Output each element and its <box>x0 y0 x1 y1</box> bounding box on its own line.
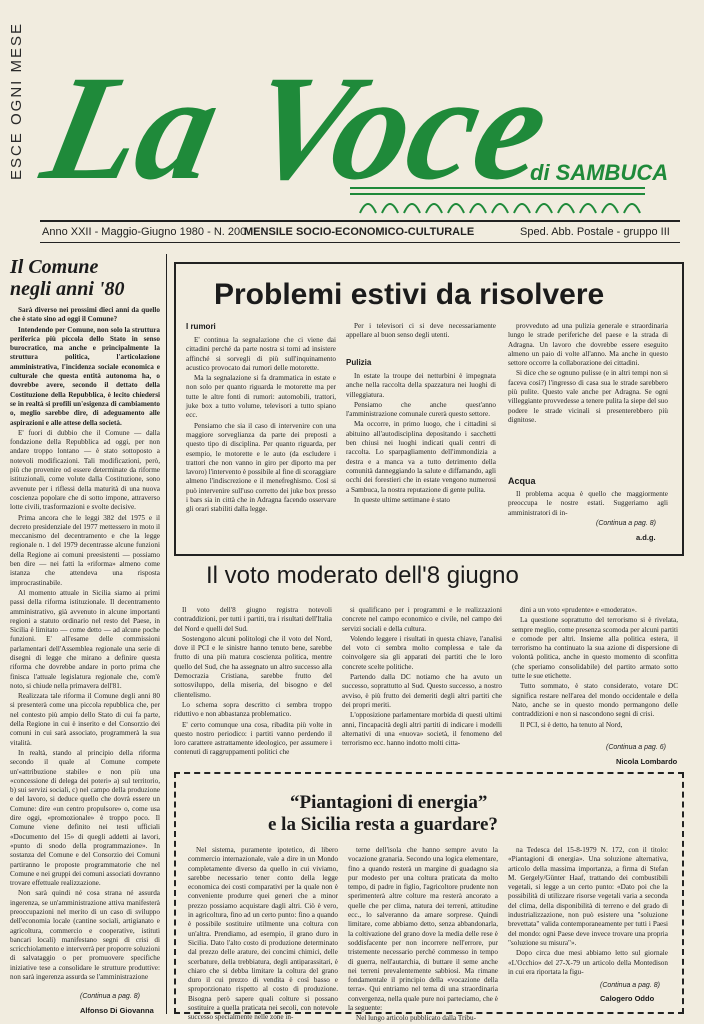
left-title-line1: Il Comune <box>10 256 99 278</box>
paragraph: La questione soprattutto del terrorismo si è rivelata, sempre meglio, come presenza scomoda per alcuni partiti e comode per altri. Insieme alla politica estera, il terrorismo ha continuato la sua azione di dispersione di volontà politica, anche in questo momento di sconfitta (che speriamo consolidabile) del partito armato sotto tutte le sue etichette. <box>512 616 678 681</box>
paragraph: si qualificano per i programmi e le realizzazioni concrete nel campo economico e civile, nel campo dei servizi sociali e della cultura. <box>342 606 502 633</box>
left-article-body <box>10 306 160 991</box>
masthead-logo <box>31 28 669 218</box>
paragraph: dini a un voto «prudente» e «moderato». <box>520 606 637 614</box>
box2-continue-note: (Continua a pag. 8) <box>600 982 660 989</box>
paragraph: Ma occorre, in primo luogo, che i cittadini si abituino all'autodisciplina depositando i sacchetti ben chiusi nei luoghi indicati quali centri di raccolta. Lo sparpagliamento dell'immondizia a destra e a manca va a tutto detrimento della comunità danneggiando la salute e diffamando, agli occhi dei forestieri che in estate vengono numerosi a Sambuca, la nostra reputazione di gente pulita. <box>346 420 496 494</box>
paragraph: E' certo comunque una cosa, ribadita più volte in questo nostro periodico: i partiti vanno perdendo il loro carattere astrattamente ideologico, per assumere i contenuti di raggruppamenti politici che <box>174 720 332 757</box>
middle-col1 <box>174 606 332 756</box>
paragraph: Il problema acqua è quello che maggiormente preoccupa le nostre estati. Suggeriamo agli amministratori di in- <box>508 490 668 517</box>
middle-author: Nicola Lombardo <box>616 757 678 766</box>
paragraph: provveduto ad una pulizia generale e straordinaria lungo le strade periferiche del paese e la strada di Adragna. Un lavoro che dovrebbe essere eseguito almeno un paio di volte all'anno. Ma anche in questo settore occorre la collaborazione dei cittadini. <box>508 322 668 368</box>
paragraph: Lo schema sopra descritto ci sembra troppo riduttivo e non abbastanza problematico. <box>174 700 332 719</box>
box1-col2b <box>346 372 496 546</box>
masthead-rule-bottom <box>40 242 680 243</box>
middle-col2 <box>342 606 502 756</box>
paragraph: E' continua la segnalazione che ci viene dai cittadini perché da parte nostra si torni ad insistere affinché si sorvegli di più sull'inquinamento acustico provocato dai rumori delle motorette. <box>186 336 336 372</box>
paragraph: In estate la troupe dei netturbini è impegnata anche nella raccolta della spazzatura nei luoghi di villeggiatura. <box>346 372 496 399</box>
box1-col1 <box>186 336 336 546</box>
box1-continue-note: (Continua a pag. 8) <box>596 520 656 527</box>
paragraph: Il PCI, si è detto, ha tenuto al Nord, <box>520 720 623 729</box>
masthead-rule <box>40 220 680 222</box>
box1-col2 <box>346 322 496 348</box>
box1-title: Problemi estivi da risolvere <box>214 278 605 311</box>
paragraph: na Tedesca del 15-8-1979 N. 172, con il titolo: «Piantagioni di energia». Una soluzione alternativa, articolo della massima importanza, a firma di Stefan M. Gergely/Günter Haaf, trattando dei combustibili vegetali, si legge a un certo punto: «Dato poi che la possibilità di utilizzare risorse vegetali varia a seconda del clima, della disponibilità di terreno e del grado di industrializzazione, non può esistere una "soluzione brevettata" valida contemporaneamente per tutti i Paesi del mondo: ogni Paese deve invece trovare una propria "soluzione su misura"». <box>508 846 668 947</box>
paragraph: Volendo leggere i risultati in questa chiave, l'analisi del voto ci sembra molto complessa e tale da coinvolgere sia gli apparati dei partiti che le loro concrete scelte politiche. <box>342 634 502 671</box>
left-continue-note: (Continua a pag. 8) <box>80 993 140 1000</box>
box2-author: Calogero Oddo <box>600 994 655 1003</box>
paragraph: Si dice che se ognuno pulisse (e in altri tempi non si faceva così?) l'ingresso di casa sua le strade sarebbero più pulite. Questo vale anche per Adragna. Se ogni villeggiante provvedesse a tenere pulita la siepe del suo podere le strade vicinali si presenterebbero più dignitose. <box>508 369 668 424</box>
left-article-title <box>10 256 160 300</box>
middle-article-title: Il voto moderato dell'8 giugno <box>206 562 519 589</box>
box1-section-acqua: Acqua <box>508 476 536 486</box>
paragraph: Per i televisori ci si deve necessariamente appellare al buon senso degli utenti. <box>346 322 496 340</box>
postal-line: Sped. Abb. Postale - gruppo III <box>520 226 670 238</box>
paragraph: Ma la segnalazione si fa drammatica in estate e non solo per quanto riguarda le motorette ma per tutte le altre fonti di rumori: automobili, trattori, juke box a tutto volume, televisori a tutto spiano ecc. <box>186 374 336 420</box>
tagline: MENSILE SOCIO-ECONOMICO-CULTURALE <box>244 226 475 238</box>
box2-title-line1: “Piantagioni di energia” <box>290 792 488 813</box>
paragraph: Sarà diverso nei prossimi dieci anni da quello che è stato sino ad oggi il Comune? <box>10 306 160 324</box>
box1-col3 <box>508 322 668 442</box>
box1-section-pulizia: Pulizia <box>346 358 372 367</box>
paragraph: Tutto sommato, è stato considerato, votare DC significa restare nell'area del mondo occidentale e della Nato, anche se in questo mondo permangono delle contraddizioni e non si nascondono segni di crisi. <box>512 682 678 719</box>
masthead-subtitle: di SAMBUCA <box>530 160 669 185</box>
paragraph: Intendendo per Comune, non solo la struttura periferica più piccola dello Stato in senso burocratico, ma anche e principalmente la struttura politica, l'articolazione amministrativa, l'incidenza sociale economica e culturale che questa entità autonoma ha, o dovrebbe avere, secondo il dettato della Costituzione della Repubblica, è lecito chiedersi se in realtà si profili un'esigenza di cambiamento o, meglio sarebbe dire, di adeguamento alle aspirazioni e alle attese della società. <box>10 325 160 427</box>
paragraph: terne dell'isola che hanno sempre avuto la vocazione granaria. Secondo una logica elementare, fino a quando resterà un margine di guadagno sia pur modesto per una coltura praticata da molto tempo, di padre in figlio, l'agricoltore prudente non sperimenterà altre colture ma resterà ancorato a quelle che per clima, natura dei terreni, attitudine ecc., lo salveranno da amare sorprese. Quindi limitare, come abbiamo detto, senza abbandonarla, la coltivazione del grano dove la media delle rese è soddisfacente per non incorrere nell'errore, pur tristemente necessario perché commesso in tempo di guerra, nell'autarchia, di buttare il seme anche nei terreni prevalentemente sabbiosi. Ma rimane fondamentale il principio della «vocazione della terra». Qui entriamo nel tema di una straordinaria convergenza, nella quale pure noi parteciamo, che è la seguente: <box>348 846 498 1013</box>
box2-col1 <box>188 846 338 1022</box>
box2-title-line2: e la Sicilia resta a guardare? <box>268 814 498 835</box>
column-divider <box>166 254 167 1014</box>
paragraph: Non sarà quindi né cosa strana né assurda ingerenza, se un'amministrazione attiva manifesterà preoccupazioni nel merito di un caso di sviluppo dell'economia locale (cantine sociali, artigianato e agricoltura, commercio e cooperative, istituti bancari locali) manifestano segni di crisi di scricchiolamento e interverrà per proporre soluzioni di salvataggio o per promuovere specifiche iniziative tese a consolidare le strutture produttive: non sarà ingerenza assurda se l'amministrazione <box>10 889 160 982</box>
paragraph: Nel sistema, puramente ipotetico, di libero commercio internazionale, vale a dire in un Mondo completamente diverso da quello in cui viviamo, sarebbe necessario tener conto della legge economica dei costi comparativi per la quale non è conveniente produrre quei generi che a minor prezzo possiamo acquistare dagli altri. Ciò è vero, in agricoltura, fino ad un certo punto: fino a quando è possibile sostituire utilmente una coltura con un'altra. Prendiamo, ad esempio, il grano duro in Sicilia. Dato l'alto costo di produzione determinato dal prezzo delle arature, dei concimi chimici, delle scerbature, della trebbiatura, degli antiparassitari, è chiaro che si debba limitare la coltura del grano duro il cui prezzo di vendita è così basso e sproporzionato rispetto al costo di produzione. Bisogna però sapere quali colture si possano sostituire a quella praticata nei secoli, con notevole successo specialmente nelle zone in- <box>188 846 338 1022</box>
paragraph: Dopo circa due mesi abbiamo letto sul giornale «L'Occhio» del 27-X-79 un articolo della Montedison in cui era riportata la figu- <box>508 949 668 976</box>
left-author: Alfonso Di Giovanna <box>80 1006 154 1015</box>
paragraph: L'opposizione parlamentare morbida di questi ultimi anni, l'incapacità degli altri partiti di indicare i modelli alternativi di una «nuova» società, il fenomeno del terrorismo ecc. hanno indotto molti citta- <box>342 711 502 748</box>
paragraph: Partendo dalla DC notiamo che ha avuto un successo, soprattutto al Sud. Questo successo, a nostro avviso, è più frutto dei demeriti degli altri partiti che dei propri meriti. <box>342 673 502 709</box>
paragraph: Al momento attuale in Sicilia siamo ai primi passi della riforma istituzionale. Il decentramento amministrativo, già avvenuto in alcune importanti regioni a statuto ordinario nel resto del Paese, in Sicilia è limitato — come detto — ad alcune poche funzioni. E' all'esame delle commissioni parlamentari dell'Assemblea regionale una serie di disegni di legge che mirano a definire questa riforma che dovrebbe andare in porto prima che finisca l'attuale legislatura regionale che, com'è noto, si chiude nella primavera dell'81. <box>10 588 160 690</box>
paragraph: E' fuori di dubbio che il Comune — dalla fondazione della Repubblica ad oggi, per non andare troppo lontano — è stato sottoposto a notevoli modificazioni. Tali modificazioni, però, più che provenire od essere determinate da riforme istituzionali, come volute dalla Costituzione, sono avvenute per i riflessi della maturità di una nuova coscienza popolare che di sotto impone, attraverso lotte civili, trasformazioni e svolte decisive. <box>10 428 160 512</box>
box1-section-rumori: I rumori <box>186 322 216 331</box>
box1-signature: a.d.g. <box>636 533 656 542</box>
paragraph: Realizzata tale riforma il Comune degli anni 80 si presenterà come una piccola repubblica che, per nel contesto più ampio dello Stato di cui fa parte, della Regione in cui è inserito e del Consorzio dei comuni in cui sarà associato, programmerà la sua vitalità. <box>10 692 160 747</box>
box2-col3 <box>508 846 668 982</box>
middle-col3 <box>512 606 678 744</box>
paragraph: Sostengono alcuni politologi che il voto del Nord, dove il PCI e le sinistre hanno tenuto bene, sarebbe frutto di una più matura coscienza politica, mentre quello del Sud, che ha assegnato un altro successo alla Democrazia Cristiana, sarebbe frutto del sottosviluppo, della miseria, del bisogno e del clientelismo. <box>174 634 332 699</box>
box1-col3b <box>508 490 668 518</box>
vertical-tag <box>6 22 32 192</box>
masthead-title: La Voce <box>31 44 563 211</box>
paragraph: Nel lungo articolo pubblicato dalla Tribu- <box>356 1014 476 1023</box>
middle-continue-note: (Continua a pag. 6) <box>606 744 666 751</box>
paragraph: Pensiamo che anche quest'anno l'amministrazione comunale curerà questo settore. <box>346 400 496 419</box>
vertical-tag-text: ESCE OGNI MESE <box>8 22 25 181</box>
issue-line: Anno XXII - Maggio-Giugno 1980 - N. 200 <box>42 226 247 238</box>
paragraph: Il voto dell'8 giugno registra notevoli contraddizioni, per tutti i partiti, tra i risultati dell'Italia del Nord e quelli del Sud. <box>174 606 332 633</box>
left-title-line2: negli anni '80 <box>10 278 125 300</box>
box2-col2 <box>348 846 498 1023</box>
paragraph: In realtà, stando al principio della riforma secondo il quale al Comune compete un'«attribuzione stabile» e non più una «concessione di delega dei poteri» a) sul territorio, b) sui servizi sociali, c) nel campo della produzione e del lavoro, si deduce quello che dovrà essere un Comune: dire «un centro propulsore» o, come usa dire oggi, «promozionale» è troppo poco. Il Comune viene definito nei testi ufficiali «Documento del 15» di quegli addetti ai lavori, «punto di snodo della programmazione». In sostanza del Comune e del Consorzio dei Comuni partiranno le proposte programmatorie che nel Comune e nei gruppi dei comuni associati dovranno trovare effettuale realizzazione. <box>10 748 160 888</box>
paragraph: In queste ultime settimane è stato <box>354 495 451 504</box>
paragraph: Prima ancora che le leggi 382 del 1975 e il decreto presidenziale del 1977 mettessero in moto il meccanismo del decentramento e che la legge regionale n. 1 del 1979 decentrasse alcune funzioni della Regione ai comuni preesistenti — possiamo ben dire — nei fatti la «riforma» almeno come istanza che attendeva una risposta improcrastinabile. <box>10 513 160 587</box>
paragraph: Pensiamo che sia il caso di intervenire con una maggiore sorveglianza da parte dei preposti a questo tipo di disciplina. Per quanto riguarda, per esempio, le motorette e le auto (da escludere i trattori che non vanno in giro per diporto ma per lavoro) l'intervento è possibile al fine di scoraggiare almeno l'indiscrezione e il menefreghismo. Così si può intervenire sull'uso corretto dei juke box presso i bars sia in città che in Adragna facendo osservare gli orari stabiliti dalla legge. <box>186 421 336 514</box>
